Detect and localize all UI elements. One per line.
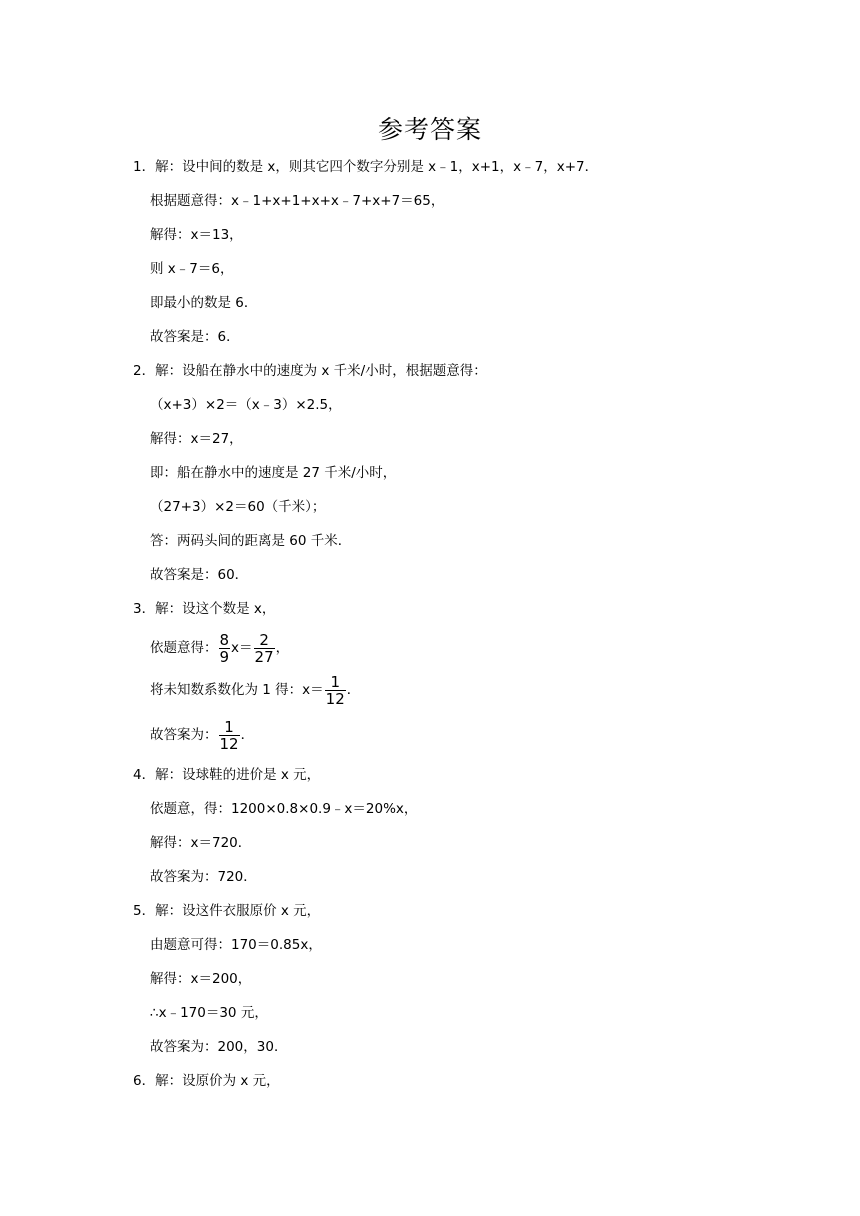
fraction xyxy=(325,674,346,707)
step-text: 将未知数系数化为 1 得：x＝ xyxy=(150,682,324,698)
problem-2-step: 即：船在静水中的速度是 27 千米/小时， xyxy=(150,465,397,481)
page-title: 参考答案 xyxy=(377,115,482,144)
problem-5-line: 5．解：设这件衣服原价 x 元， xyxy=(133,903,321,919)
problem-3-line: 3．解：设这个数是 x， xyxy=(133,601,276,617)
numerator: 1 xyxy=(330,672,340,691)
problem-3-step xyxy=(150,631,289,665)
problem-4-answer: 故答案为：720． xyxy=(150,869,257,885)
step-text: ． xyxy=(346,682,361,698)
problem-4-step: 依题意，得：1200×0.8×0.9﹣x＝20%x， xyxy=(150,801,418,817)
problem-1-line: 1．解：设中间的数是 x，则其它四个数字分别是 x﹣1，x+1，x﹣7，x+7． xyxy=(133,159,599,175)
denominator: 27 xyxy=(254,647,274,666)
problem-2-step: （27+3）×2＝60（千米）； xyxy=(150,499,326,515)
denominator: 12 xyxy=(325,689,345,708)
problem-2-answer: 故答案是：60． xyxy=(150,567,249,583)
step-text: ． xyxy=(240,727,255,743)
fraction xyxy=(254,632,275,665)
problem-2-step: 解得：x＝27， xyxy=(150,431,243,447)
problem-1-answer: 故答案是：6． xyxy=(150,329,240,345)
problem-2-step: 答：两码头间的距离是 60 千米． xyxy=(150,533,352,549)
problem-5-step: ∴x﹣170＝30 元， xyxy=(150,1005,268,1021)
fraction xyxy=(219,719,240,752)
problem-4-line: 4．解：设球鞋的进价是 x 元， xyxy=(133,767,321,783)
step-text: 故答案为： xyxy=(150,727,218,743)
problem-5-answer: 故答案为：200，30． xyxy=(150,1039,288,1055)
problem-4-step: 解得：x＝720． xyxy=(150,835,252,851)
numerator: 1 xyxy=(224,717,234,736)
problem-2-step: （x+3）×2＝（x﹣3）×2.5， xyxy=(150,397,342,413)
step-text: x＝ xyxy=(231,640,253,656)
step-text: ， xyxy=(275,640,290,656)
problem-1-step: 解得：x＝13， xyxy=(150,227,243,243)
problem-1-step: 即最小的数是 6． xyxy=(150,295,258,311)
problem-3-answer xyxy=(150,718,254,752)
step-text: 依题意得： xyxy=(150,640,218,656)
denominator: 12 xyxy=(219,734,239,753)
numerator: 2 xyxy=(259,630,269,649)
numerator: 8 xyxy=(219,630,230,649)
problem-1-step: 根据题意得：x﹣1+x+1+x+x﹣7+x+7＝65， xyxy=(150,193,445,209)
problem-1-step: 则 x﹣7＝6， xyxy=(150,261,234,277)
denominator: 9 xyxy=(219,647,230,666)
problem-3-step xyxy=(150,673,360,707)
problem-6-line: 6．解：设原价为 x 元， xyxy=(133,1073,280,1089)
problem-5-step: 解得：x＝200， xyxy=(150,971,252,987)
problem-2-line: 2．解：设船在静水中的速度为 x 千米/小时，根据题意得： xyxy=(133,363,487,379)
fraction xyxy=(219,632,231,665)
problem-5-step: 由题意可得：170＝0.85x， xyxy=(150,937,322,953)
